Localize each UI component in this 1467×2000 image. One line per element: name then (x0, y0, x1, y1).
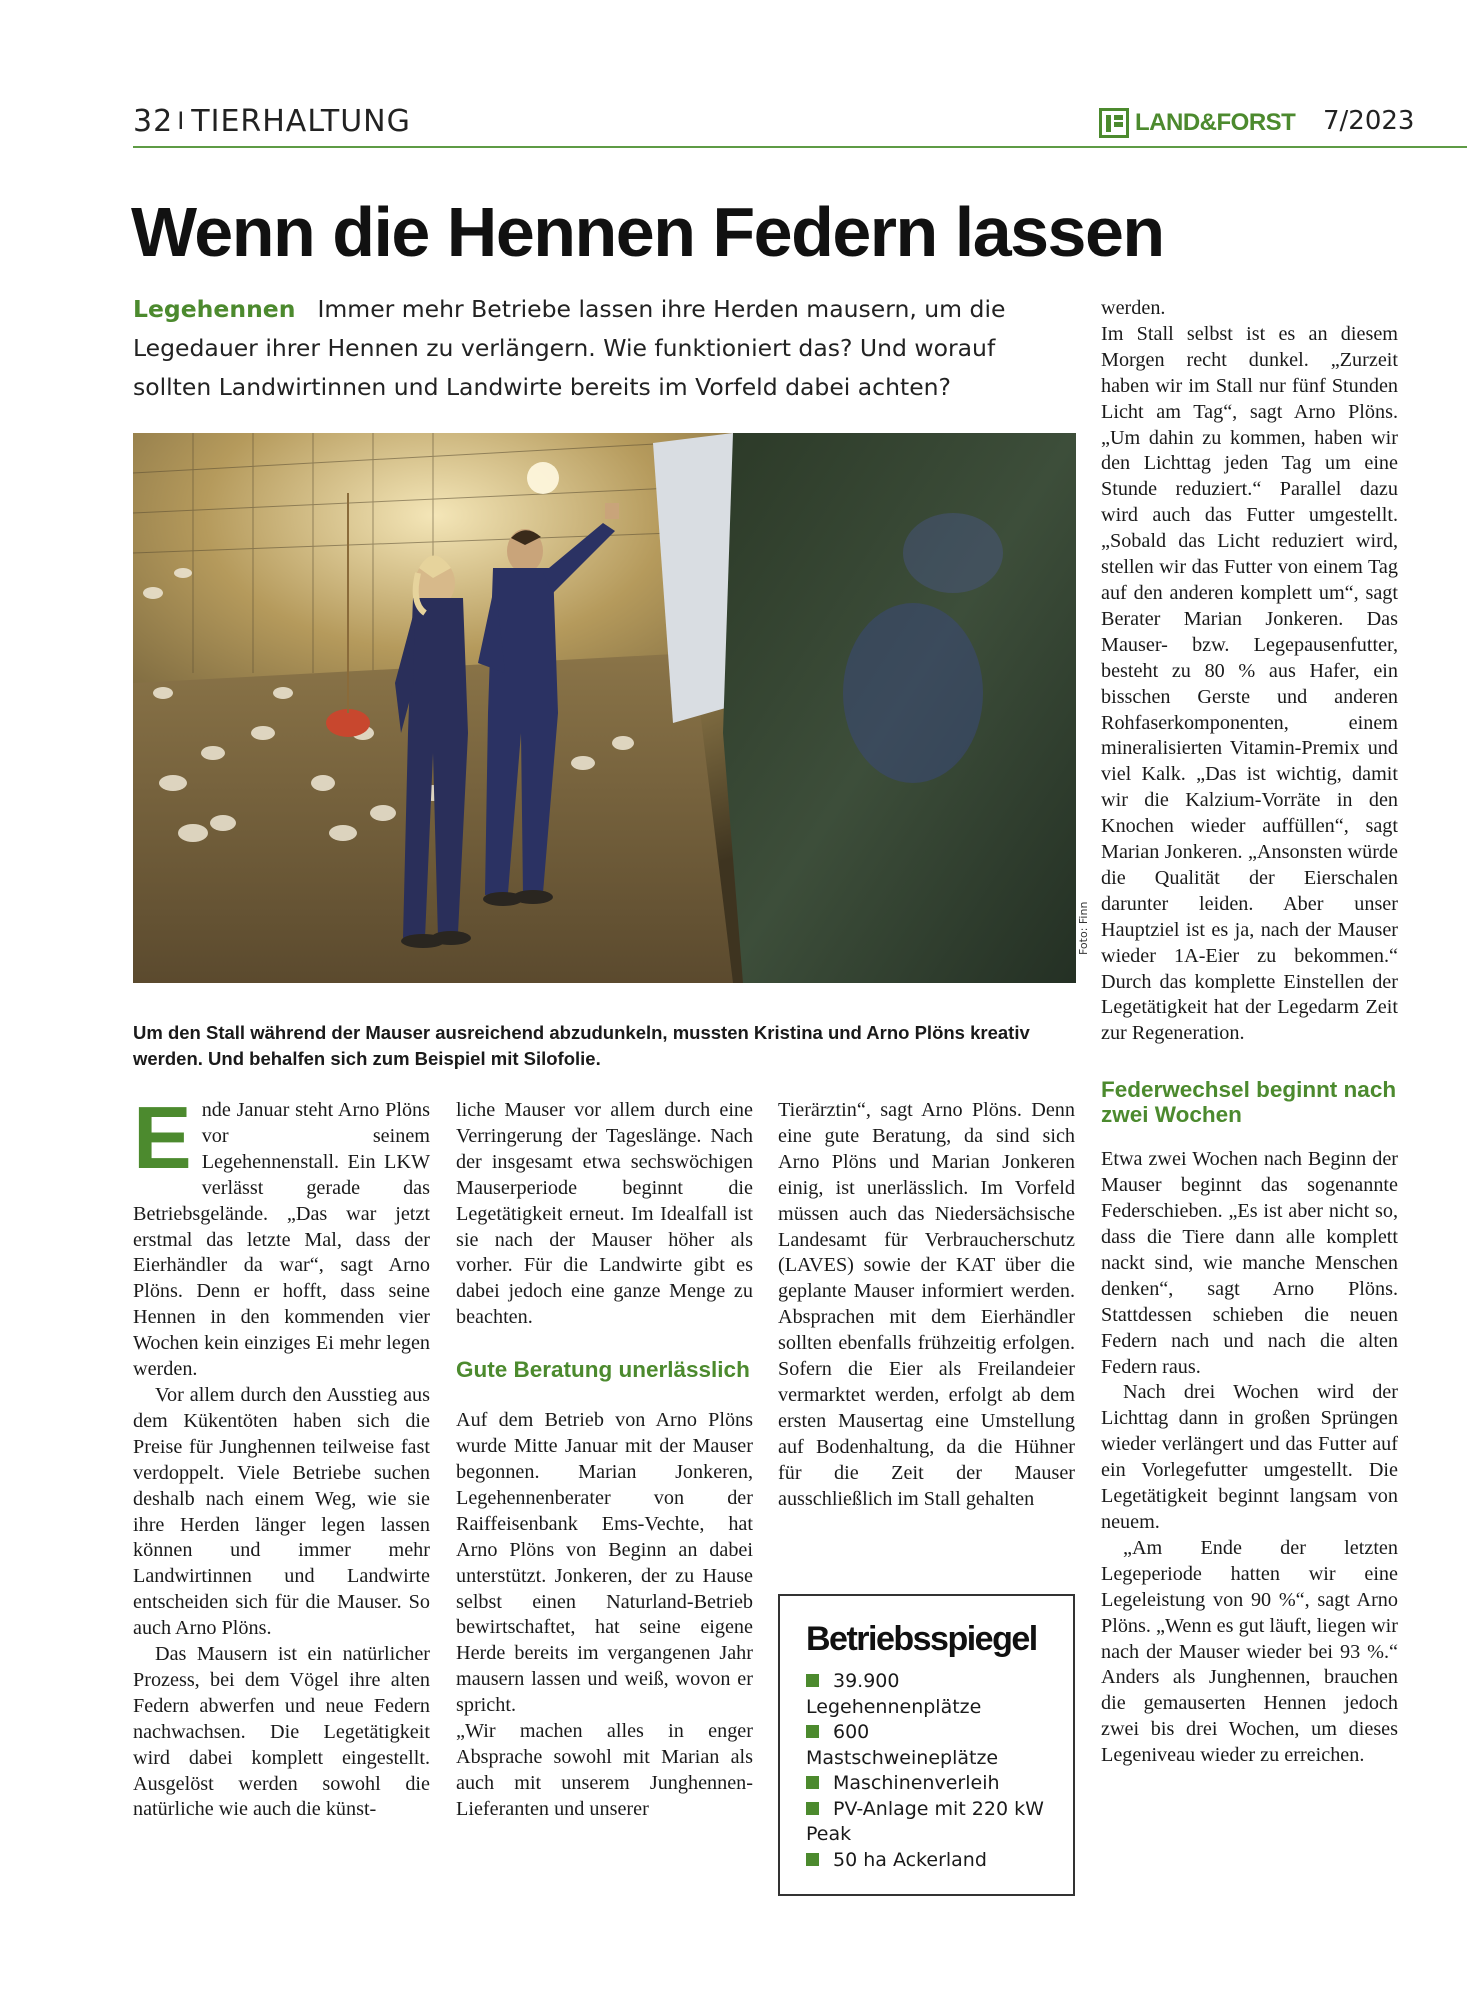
paragraph: Vor allem durch den Ausstieg aus dem Kükentöten haben sich die Preise für Junghennen teilweise fast verdoppelt. Viele Betriebe suchen deshalb nach einem Weg, wie sie ihre Herden länger legen lassen können und immer mehr Landwirtinnen und Landwirte entscheiden sich für die Mauser. So auch Arno Plöns. (133, 1383, 430, 1640)
info-box-list (806, 1669, 1049, 1873)
page-header (133, 104, 1467, 144)
paragraph: liche Mauser vor allem durch eine Verringerung der Tageslänge. Nach der insgesamt etwa sechswöchigen Mauserperiode beginnt die Legetätigkeit erneut. Im Idealfall ist sie nach der Mauser höher als vorher. Für die Landwirte gibt es dabei jedoch eine ganze Menge zu beachten. (456, 1099, 753, 1329)
separator: I (177, 107, 186, 135)
page-number: 32 (133, 104, 174, 139)
article-column-3 (778, 1098, 1075, 1513)
logo-icon (1099, 108, 1129, 138)
issue-number: 7/2023 (1323, 106, 1415, 136)
article-column-4 (1101, 296, 1398, 1769)
paragraph: Nach drei Wochen wird der Lichttag dann in großen Sprüngen wieder verlängert und das Futter auf ein Vorlegefutter umgestellt. Die Legetätigkeit beginnt langsam von neuem. (1101, 1381, 1398, 1533)
bullet-square-icon (806, 1674, 819, 1687)
paragraph: nde Januar steht Arno Plöns vor seinem Legehennenstall. Ein LKW verlässt gerade das Betriebsgelände. „Das war jetzt erstmal das letzte Mal, dass der Eierhändler da war“, sagt Arno Plöns. Denn er hofft, dass seine Hennen in den kommenden vier Wochen kein einziges Ei mehr legen werden. (133, 1099, 430, 1381)
bullet-square-icon (806, 1725, 819, 1738)
info-box-title: Betriebsspiegel (806, 1620, 1037, 1658)
subheading: Federwechsel beginnt nach zwei Wochen (1101, 1077, 1397, 1128)
publication-logo (1099, 104, 1295, 142)
paragraph: werden. (1101, 297, 1166, 319)
kicker: Legehennen (133, 295, 296, 323)
subheading: Gute Beratung unerlässlich (456, 1357, 750, 1383)
info-box-item: PV-Anlage mit 220 kW Peak (806, 1797, 1044, 1845)
photo-caption: Um den Stall während der Mauser ausreichend abzudunkeln, mussten Kristina und Arno Plöns kreativ werden. Und behalfen sich zum Beispiel mit Silofolie. (133, 1022, 1030, 1069)
paragraph: Auf dem Betrieb von Arno Plöns wurde Mitte Januar mit der Mauser begonnen. Marian Jonkeren, Legehennenberater von der Raiffeisenbank Ems-Vechte, hat Arno Plöns von Beginn an dabei unterstützt. Jonkeren, der zu Hause selbst einen Naturland-Betrieb bewirtschaftet, hat seine eigene Herde bereits im vergangenen Jahr mausern lassen und weiß, wovon er spricht. (456, 1409, 753, 1717)
article-column-2 (456, 1098, 753, 1823)
info-box-item: 39.900 Legehennenplätze (806, 1670, 982, 1718)
info-box (778, 1594, 1075, 1896)
drop-cap: E (133, 1088, 192, 1187)
lead-text: Immer mehr Betriebe lassen ihre Herden mausern, um die Legedauer ihrer Hennen zu verlängern. Wie funktioniert das? Und worauf sollten Landwirtinnen und Landwirte bereits im Vorfeld dabei achten? (133, 295, 1006, 401)
section-label (133, 104, 411, 139)
header-rule (133, 146, 1467, 148)
headline: Wenn die Hennen Federn lassen (131, 193, 1164, 271)
bullet-square-icon (806, 1802, 819, 1815)
photo-credit: Foto: Finn (1077, 901, 1090, 955)
section-title: TIERHALTUNG (191, 104, 411, 139)
info-box-item: 50 ha Ackerland (806, 1848, 1049, 1874)
logo-text: LAND&FORST (1135, 109, 1296, 136)
info-box-item: Maschinenverleih (806, 1771, 1049, 1797)
info-box-item: 600 Mastschweineplätze (806, 1721, 999, 1769)
barn-photo-illustration (133, 433, 1076, 983)
paragraph: Etwa zwei Wochen nach Beginn der Mauser beginnt das sogenannte Federschieben. „Es ist aber nicht so, dass die Tiere dann alle komplett nackt sind, wie manche Menschen denken“, sagt Arno Plöns. Stattdessen schieben die neuen Federn nach und nach die alten Federn raus. (1101, 1148, 1398, 1378)
lead-paragraph (133, 290, 1078, 407)
article-photo (133, 433, 1076, 983)
paragraph: Im Stall selbst ist es an diesem Morgen recht dunkel. „Zurzeit haben wir im Stall nur fünf Stunden Licht am Tag“, sagt Arno Plöns. „Um dahin zu kommen, haben wir den Lichttag jeden Tag um eine Stunde reduziert.“ Parallel dazu wird auch das Futter umgestellt. „Sobald das Licht reduziert wird, stellen wir das Futter von einem Tag auf den anderen komplett um“, sagt Berater Marian Jonkeren. Das Mauser- bzw. Legepausenfutter, besteht zu 80 % aus Hafer, ein bisschen Gerste und anderen Rohfaserkomponenten, einem mineralisierten Vitamin-Premix und viel Kalk. „Das ist wichtig, damit wir die Kalzium-Vorräte in den Knochen wieder auffüllen“, sagt Marian Jonkeren. „Ansonsten würde die Qualität der Eierschalen darunter leiden. Aber unser Hauptziel ist es ja, nach der Mauser wieder 1A-Eier zu bekommen.“ Durch das komplette Einstellen der Legetätigkeit hat der Legedarm Zeit zur Regeneration. (1101, 322, 1398, 1045)
paragraph: Das Mausern ist ein natürlicher Prozess, bei dem Vögel ihre alten Federn abwerfen und neue Federn nachwachsen. Die Legetätigkeit wird dabei komplett eingestellt. Ausgelöst werden sowohl die natürliche wie auch die künst- (133, 1643, 430, 1821)
paragraph: „Am Ende der letzten Legeperiode hatten wir eine Legeleistung von 90 %“, sagt Arno Plöns. „Wenn es gut läuft, liegen wir nach der Mauser wieder bei 93 %.“ Anders als Junghennen, brauchen die gemauserten Hennen jedoch zwei bis drei Wochen, um dieses Legeniveau wieder zu erreichen. (1101, 1536, 1398, 1767)
paragraph: Tierärztin“, sagt Arno Plöns. Denn eine gute Beratung, da sind sich Arno Plöns und Marian Jonkeren einig, ist unerlässlich. Im Vorfeld müssen auch das Niedersächsische Landesamt für Verbraucherschutz (LAVES) sowie der KAT über die geplante Mauser informiert werden. Absprachen mit dem Eierhändler sollten ebenfalls frühzeitig erfolgen. Sofern die Eier als Freilandeier vermarktet werden, erfolgt ab dem ersten Mausertag eine Umstellung auf Bodenhaltung, da die Hühner für die Zeit der Mauser ausschließlich im Stall gehalten (778, 1099, 1075, 1510)
bullet-square-icon (806, 1776, 819, 1789)
article-column-1 (133, 1088, 430, 1823)
bullet-square-icon (806, 1853, 819, 1866)
paragraph: „Wir machen alles in enger Absprache sowohl mit Marian als auch mit unserem Junghennen-Lieferanten und unserer (456, 1720, 753, 1820)
